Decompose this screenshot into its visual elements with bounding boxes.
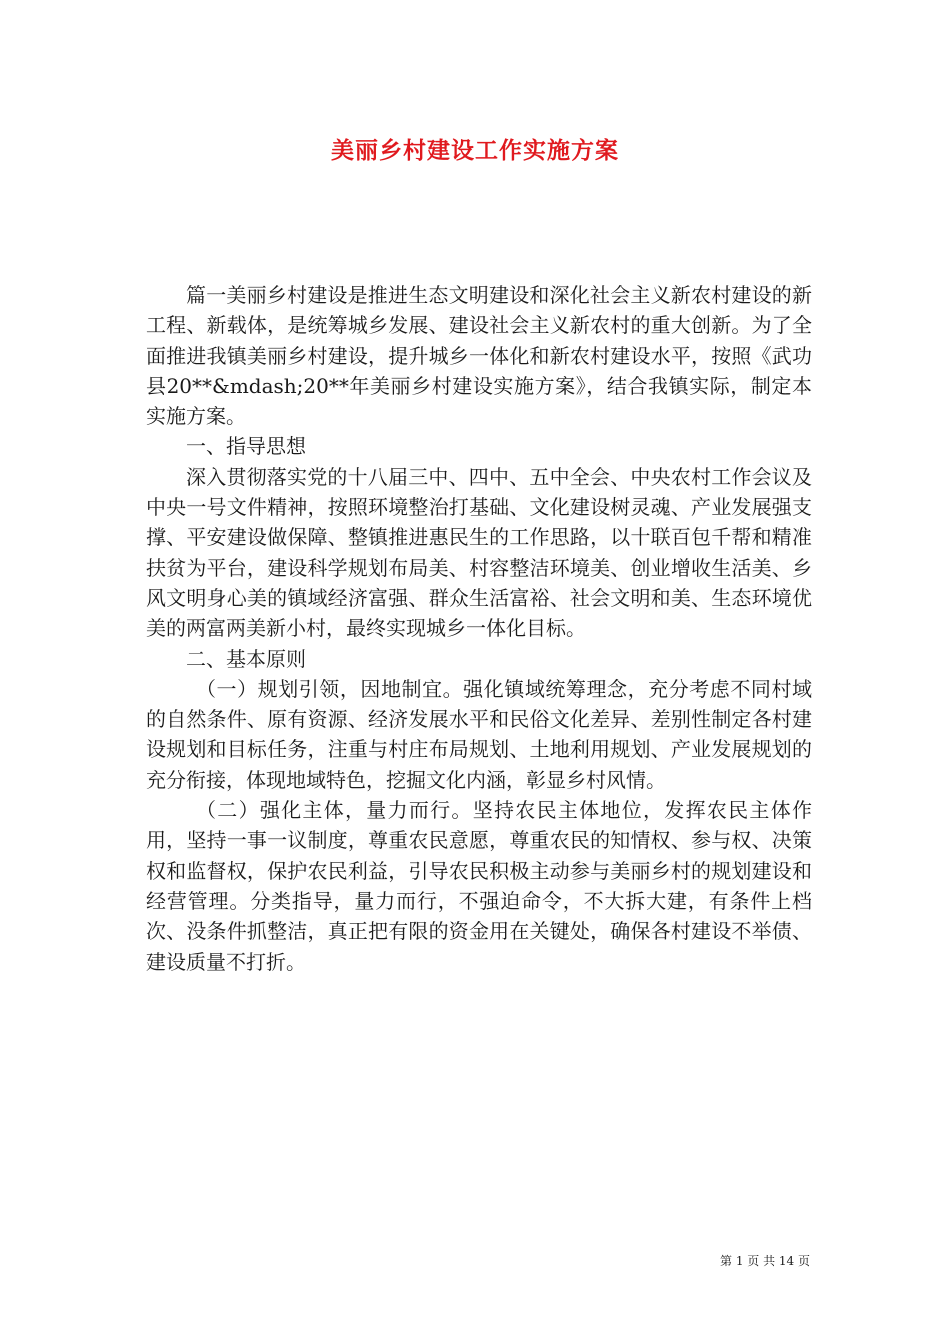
document-title: 美丽乡村建设工作实施方案 bbox=[331, 137, 619, 164]
section-heading-basic-principles: 二、基本原则 bbox=[186, 646, 306, 671]
principle-two-paragraph: （二）强化主体，量力而行。坚持农民主体地位，发挥农民主体作用，坚持一事一议制度，尊重农民意愿，尊重农民的知情权、参与权、决策权和监督权，保护农民利益，引导农民积极主动参与美丽乡村的规划建设和经营管理。分类指导，量力而行，不强迫命令，不大拆大建，有条件上档次、没条件抓整洁，真正把有限的资金用在关键处，确保各村建设不举债、建设质量不打折。 bbox=[146, 798, 812, 974]
page-number-footer: 第 1 页 共 14 页 bbox=[720, 1254, 810, 1268]
principle-one-paragraph: （一）规划引领，因地制宜。强化镇域统筹理念，充分考虑不同村域的自然条件、原有资源、经济发展水平和民俗文化差异、差别性制定各村建设规划和目标任务，注重与村庄布局规划、土地利用规划、产业发展规划的充分衔接，体现地域特色，挖掘文化内涵，彰显乡村风情。 bbox=[146, 676, 812, 792]
section-heading-guiding-thought: 一、指导思想 bbox=[186, 434, 306, 459]
guiding-thought-paragraph: 深入贯彻落实党的十八届三中、四中、五中全会、中央农村工作会议及中央一号文件精神，按照环境整治打基础、文化建设树灵魂、产业发展强支撑、平安建设做保障、整镇推进惠民生的工作思路，以十联百包千帮和精准扶贫为平台，建设科学规划布局美、村容整洁环境美、创业增收生活美、乡风文明身心美的镇域经济富强、群众生活富裕、社会文明和美、生态环境优美的两富两美新小村，最终实现城乡一体化目标。 bbox=[146, 464, 812, 641]
intro-paragraph: 篇一美丽乡村建设是推进生态文明建设和深化社会主义新农村建设的新工程、新载体，是统筹城乡发展、建设社会主义新农村的重大创新。为了全面推进我镇美丽乡村建设，提升城乡一体化和新农村建设水平，按照《武功县20**&mdash;20**年美丽乡村建设实施方案》，结合我镇实际，制定本实施方案。 bbox=[146, 283, 812, 429]
document-body bbox=[146, 280, 812, 977]
